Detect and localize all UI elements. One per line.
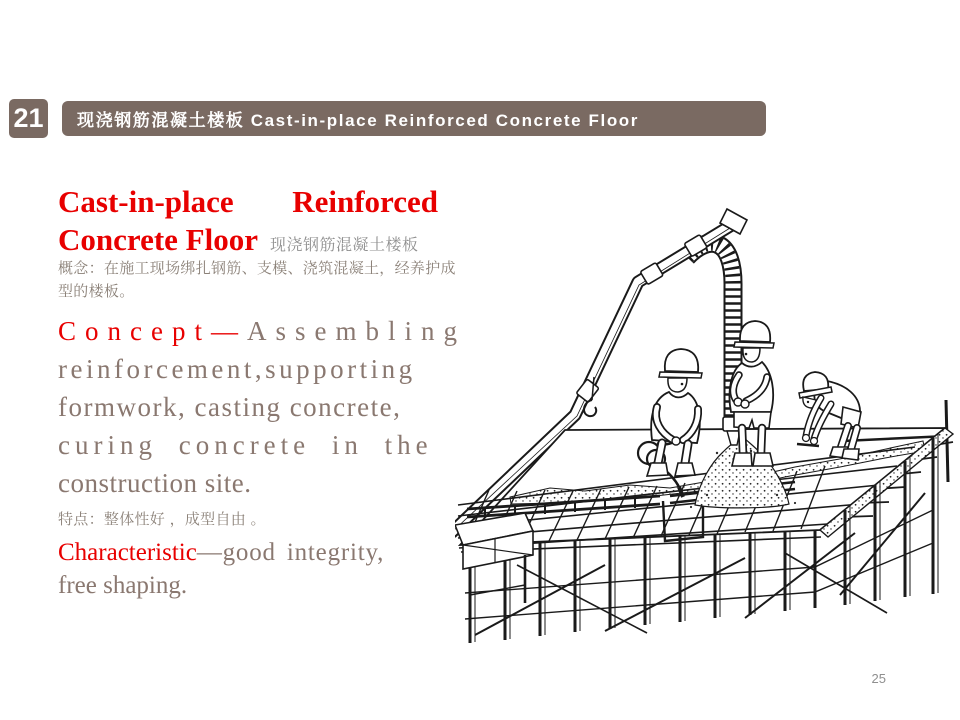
concept-zh-text: 概念：在施工现场绑扎钢筋、支模、浇筑混凝土，经养护成型的楼板。 [58,260,456,300]
characteristic-line1 [58,536,458,569]
title-subtitle-zh: 现浇钢筋混凝土楼板 [270,237,419,254]
section-title-banner: 现浇钢筋混凝土楼板 Cast-in-place Reinforced Concrete Floor [62,101,766,136]
concept-line2: reinforcement,supporting [58,354,416,384]
concept-line4: curing concrete in the [58,430,433,460]
title-word1: Cast-in-place [58,184,234,219]
concept-label: Concept— [58,316,247,346]
page-title [58,183,438,265]
characteristic-paragraph [58,536,458,602]
title-line2-en: Concrete Floor [58,222,258,257]
characteristic-rest: —good integrity, [196,539,385,566]
title-word2: Reinforced [292,184,438,219]
characteristic-label: Characteristic [58,539,197,566]
page-number: 25 [871,671,886,686]
concrete-hose [687,243,733,423]
illustration-concrete-pouring [455,195,955,665]
slide-number-badge: 21 [9,99,48,138]
concept-line1 [58,312,466,350]
characteristic-line2: free shaping. [58,572,188,599]
concept-en-paragraph [58,312,466,502]
feature-zh-text: 特点：整体性好 ，成型自由 。 [58,511,266,528]
title-line1 [58,183,438,221]
concept-line3: formwork, casting concrete, [58,392,402,422]
concept-line5: construction site. [58,468,252,498]
concept-line1-rest: Assembling [246,316,466,346]
edge-beam-formwork [455,513,533,615]
